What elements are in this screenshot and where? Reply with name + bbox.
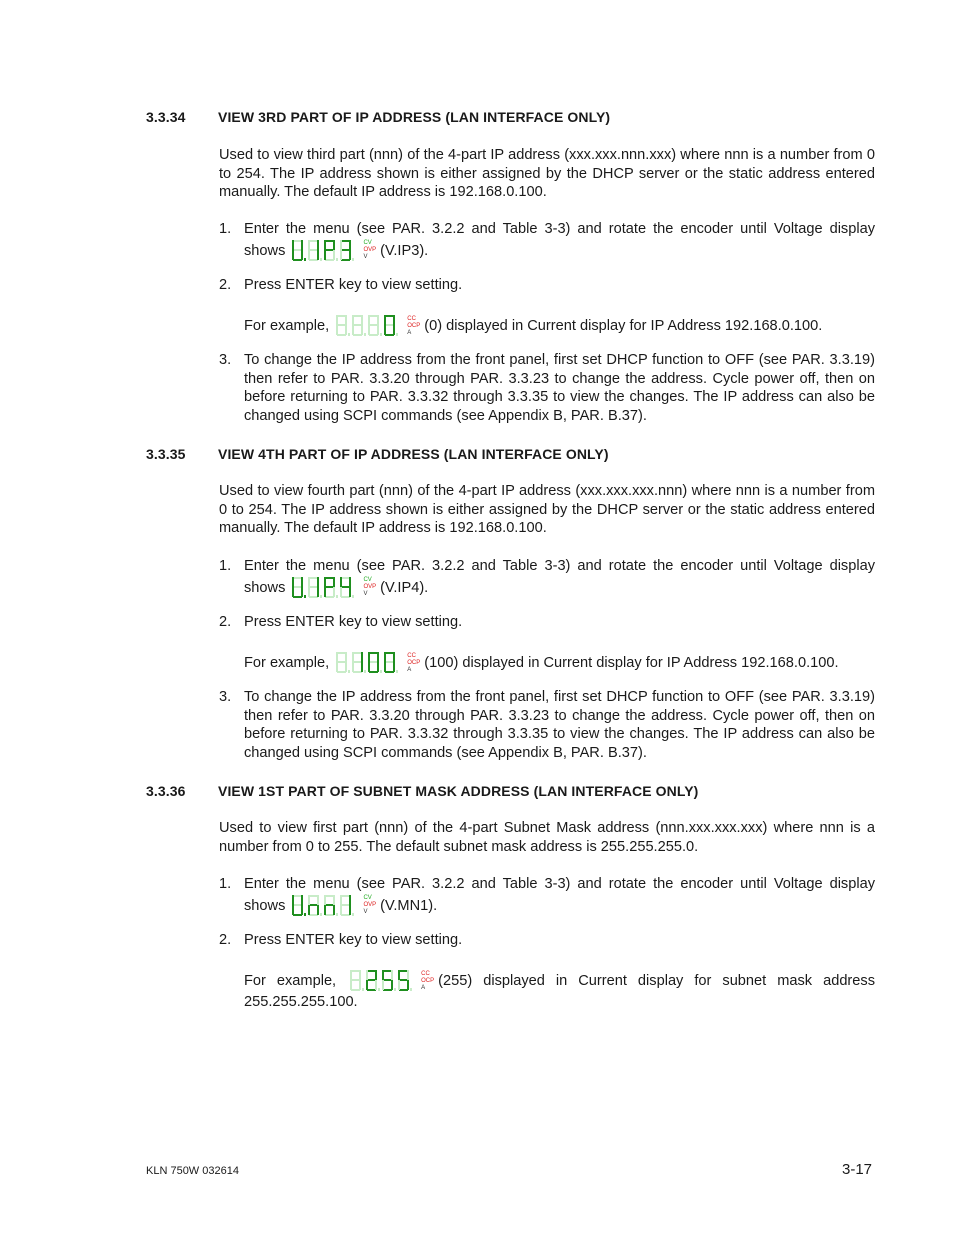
segment-b — [301, 240, 303, 250]
segment-dp — [378, 988, 380, 991]
segment-g — [383, 979, 392, 981]
segment-dp — [320, 595, 322, 598]
segment-dp — [320, 258, 322, 261]
segment-f — [292, 240, 294, 250]
segment-g — [293, 904, 302, 906]
segment-d — [325, 259, 334, 261]
segment-f — [308, 240, 310, 250]
segment-dp — [304, 258, 306, 261]
step-text: Enter the menu (see PAR. 3.2.2 and Table 3-3) and rotate the encoder until Voltage display shows — [244, 558, 875, 596]
segment-dp — [362, 988, 364, 991]
segment-dp — [352, 595, 354, 598]
segment-b — [349, 895, 351, 905]
segment-d — [293, 596, 302, 598]
step-text: To change the IP address from the front panel, first set DHCP function to OFF (see PAR. 3.3.19) then refer to PAR. 3.3.20 through PAR. 3.3.23 to change the address. Cycle power off, then on before returning to PAR. 3.3.32 through 3.3.35 to view the changes. The IP address can also be changed using SCPI commands (see Appendix B, PAR. B.37). — [244, 352, 875, 425]
segment-g — [341, 904, 350, 906]
segment-dp — [348, 333, 350, 336]
segment-f — [292, 895, 294, 905]
segment-d — [369, 671, 378, 673]
step-text-end: (V.IP3). — [380, 242, 429, 259]
step-text: Press ENTER key to view setting. — [244, 614, 463, 630]
segment-e — [384, 325, 386, 335]
segment-c — [333, 587, 335, 597]
segment-d — [353, 671, 362, 673]
segment-a — [367, 970, 376, 972]
current-indicator-icon: CC OCP A — [407, 315, 421, 336]
segment-c — [317, 905, 319, 915]
segment-c — [361, 325, 363, 335]
segment-f — [324, 577, 326, 587]
segment-d — [385, 334, 394, 336]
segment-d — [383, 989, 392, 991]
segment-dp — [336, 595, 338, 598]
segment-d — [341, 914, 350, 916]
segment-dp — [396, 333, 398, 336]
segment-f — [308, 895, 310, 905]
segment-c — [393, 325, 395, 335]
segment-e — [382, 980, 384, 990]
segment-f — [398, 970, 400, 980]
segment-b — [393, 652, 395, 662]
section-intro: Used to view fourth part (nnn) of the 4-part IP address (xxx.xxx.xxx.nnn) where nnn is a number from 0 to 254. The IP address shown is either assigned by the DHCP server or the static address entered manually. The default IP address is 192.168.0.100. — [219, 483, 875, 537]
footer-document-id: KLN 750W 032614 — [146, 1165, 239, 1177]
segment-f — [340, 240, 342, 250]
segment-e — [352, 325, 354, 335]
segment-e — [292, 587, 294, 597]
segment-dp — [348, 670, 350, 673]
segment-b — [375, 970, 377, 980]
example-prefix: For example, — [244, 654, 330, 671]
segment-b — [359, 970, 361, 980]
segment-a — [309, 577, 318, 579]
segment-dp — [410, 988, 412, 991]
step-2 — [219, 276, 875, 295]
step-text: Enter the menu (see PAR. 3.2.2 and Table 3-3) and rotate the encoder until Voltage display shows — [244, 876, 875, 914]
segment-dp — [304, 913, 306, 916]
segment-e — [308, 587, 310, 597]
segment-d — [337, 334, 346, 336]
segment-e — [398, 980, 400, 990]
section-title: VIEW 1ST PART OF SUBNET MASK ADDRESS (LAN INTERFACE ONLY) — [218, 783, 699, 799]
segment-d — [351, 989, 360, 991]
segment-a — [369, 315, 378, 317]
example-text: (0) displayed in Current display for IP Address 192.168.0.100. — [424, 317, 823, 334]
segment-dp — [394, 988, 396, 991]
segment-a — [325, 577, 334, 579]
segment-f — [336, 315, 338, 325]
segment-b — [301, 577, 303, 587]
segment-a — [383, 970, 392, 972]
step-3 — [219, 351, 875, 426]
segment-a — [325, 895, 334, 897]
segment-e — [308, 250, 310, 260]
segment-c — [349, 587, 351, 597]
current-display-100 — [334, 651, 404, 675]
segment-e — [336, 325, 338, 335]
segment-dp — [320, 913, 322, 916]
segment-b — [393, 315, 395, 325]
step-number: 2. — [219, 614, 232, 630]
segment-g — [325, 249, 334, 251]
segment-e — [336, 662, 338, 672]
segment-e — [340, 250, 342, 260]
segment-d — [325, 914, 334, 916]
segment-e — [324, 587, 326, 597]
segment-a — [353, 315, 362, 317]
example-prefix: For example, — [244, 317, 330, 334]
segment-c — [301, 587, 303, 597]
segment-f — [384, 315, 386, 325]
current-display-255 — [348, 969, 418, 993]
voltage-indicator-icon: CV OVP V — [363, 240, 377, 261]
segment-d — [399, 989, 408, 991]
segment-a — [385, 652, 394, 654]
segment-c — [345, 325, 347, 335]
step-number: 3. — [219, 689, 232, 705]
segment-d — [309, 914, 318, 916]
segment-dp — [380, 333, 382, 336]
voltage-display-vip3 — [290, 239, 360, 263]
section-number: 3.3.35 — [146, 446, 186, 462]
segment-b — [407, 970, 409, 980]
segment-c — [317, 250, 319, 260]
segment-d — [369, 334, 378, 336]
segment-c — [407, 980, 409, 990]
segment-e — [292, 905, 294, 915]
current-indicator-icon: CC OCP A — [407, 652, 421, 673]
segment-dp — [336, 258, 338, 261]
segment-d — [337, 671, 346, 673]
segment-b — [301, 895, 303, 905]
segment-dp — [304, 595, 306, 598]
segment-dp — [380, 670, 382, 673]
segment-a — [337, 315, 346, 317]
footer-page-number: 3-17 — [842, 1161, 873, 1178]
segment-b — [349, 577, 351, 587]
section-heading-3-3-36 — [146, 783, 698, 799]
step-text: Enter the menu (see PAR. 3.2.2 and Table 3-3) and rotate the encoder until Voltage display shows — [244, 221, 875, 259]
segment-a — [369, 652, 378, 654]
segment-g — [385, 324, 394, 326]
segment-f — [340, 895, 342, 905]
segment-c — [359, 980, 361, 990]
segment-e — [340, 905, 342, 915]
segment-d — [293, 914, 302, 916]
segment-e — [324, 250, 326, 260]
section-intro: Used to view first part (nnn) of the 4-part Subnet Mask address (nnn.xxx.xxx.xxx) where nnn is a number from 0 to 255. The default subnet mask address is 255.255.255.0. — [219, 820, 875, 855]
segment-b — [391, 970, 393, 980]
segment-g — [353, 661, 362, 663]
segment-g — [309, 249, 318, 251]
segment-e — [384, 662, 386, 672]
segment-g — [341, 249, 350, 251]
step-1 — [219, 557, 875, 600]
segment-g — [325, 904, 334, 906]
segment-b — [377, 315, 379, 325]
voltage-display-vip4 — [290, 576, 360, 600]
segment-e — [292, 250, 294, 260]
segment-f — [340, 577, 342, 587]
segment-d — [341, 596, 350, 598]
section-number: 3.3.36 — [146, 783, 186, 799]
step-number: 2. — [219, 277, 232, 293]
segment-a — [385, 315, 394, 317]
segment-g — [309, 586, 318, 588]
segment-f — [324, 895, 326, 905]
segment-f — [368, 315, 370, 325]
segment-c — [333, 905, 335, 915]
segment-a — [309, 240, 318, 242]
segment-e — [324, 905, 326, 915]
segment-f — [308, 577, 310, 587]
segment-a — [309, 895, 318, 897]
segment-f — [384, 652, 386, 662]
example — [244, 651, 875, 675]
segment-a — [341, 240, 350, 242]
segment-a — [399, 970, 408, 972]
segment-b — [317, 577, 319, 587]
segment-b — [377, 652, 379, 662]
voltage-indicator-icon: CV OVP V — [363, 895, 377, 916]
step-text: To change the IP address from the front panel, first set DHCP function to OFF (see PAR. 3.3.19) then refer to PAR. 3.3.20 through PAR. 3.3.23 to change the address. Cycle power off, then on before returning to PAR. 3.3.32 through 3.3.35 to view the changes. The IP address can also be changed using SCPI commands (see Appendix B, PAR. B.37). — [244, 689, 875, 762]
segment-b — [333, 240, 335, 250]
segment-f — [336, 652, 338, 662]
segment-f — [292, 577, 294, 587]
segment-g — [399, 979, 408, 981]
segment-e — [340, 587, 342, 597]
segment-a — [337, 652, 346, 654]
step-text-end: (V.IP4). — [380, 579, 429, 596]
segment-b — [361, 315, 363, 325]
section-number: 3.3.34 — [146, 109, 186, 125]
segment-dp — [364, 333, 366, 336]
section-intro: Used to view third part (nnn) of the 4-part IP address (xxx.xxx.nnn.xxx) where nnn is a number from 0 to 254. The IP address shown is either assigned by the DHCP server or the static address entered manually. The default IP address is 192.168.0.100. — [219, 147, 875, 201]
segment-g — [367, 979, 376, 981]
segment-f — [350, 970, 352, 980]
segment-b — [361, 652, 363, 662]
step-number: 1. — [219, 221, 232, 237]
step-number: 2. — [219, 932, 232, 948]
section-heading-3-3-34 — [146, 109, 610, 125]
step-text: Press ENTER key to view setting. — [244, 932, 463, 948]
segment-g — [293, 586, 302, 588]
segment-dp — [352, 913, 354, 916]
segment-g — [325, 586, 334, 588]
segment-f — [368, 652, 370, 662]
section-heading-3-3-35 — [146, 446, 609, 462]
segment-c — [375, 980, 377, 990]
segment-d — [341, 259, 350, 261]
segment-c — [317, 587, 319, 597]
step-text-end: (V.MN1). — [380, 897, 438, 914]
step-number: 1. — [219, 558, 232, 574]
segment-c — [391, 980, 393, 990]
segment-d — [385, 671, 394, 673]
segment-f — [366, 970, 368, 980]
segment-d — [309, 596, 318, 598]
example — [244, 314, 875, 338]
segment-a — [293, 895, 302, 897]
segment-b — [317, 240, 319, 250]
segment-g — [385, 661, 394, 663]
segment-g — [293, 249, 302, 251]
segment-g — [337, 661, 346, 663]
step-2 — [219, 613, 875, 632]
segment-g — [341, 586, 350, 588]
step-1 — [219, 875, 875, 918]
segment-a — [341, 895, 350, 897]
segment-a — [351, 970, 360, 972]
example — [244, 969, 875, 1012]
segment-a — [325, 240, 334, 242]
segment-c — [349, 250, 351, 260]
segment-d — [293, 259, 302, 261]
step-3 — [219, 688, 875, 763]
segment-b — [333, 577, 335, 587]
segment-e — [352, 662, 354, 672]
current-display-0 — [334, 314, 404, 338]
segment-e — [368, 325, 370, 335]
segment-f — [382, 970, 384, 980]
segment-dp — [364, 670, 366, 673]
segment-e — [366, 980, 368, 990]
example-prefix: For example, — [244, 972, 337, 989]
segment-g — [369, 324, 378, 326]
section-title: VIEW 3RD PART OF IP ADDRESS (LAN INTERFACE ONLY) — [218, 109, 611, 125]
segment-dp — [352, 258, 354, 261]
segment-c — [349, 905, 351, 915]
current-indicator-icon: CC OCP A — [421, 970, 435, 991]
segment-g — [353, 324, 362, 326]
segment-e — [368, 662, 370, 672]
segment-c — [377, 662, 379, 672]
segment-g — [309, 904, 318, 906]
segment-e — [308, 905, 310, 915]
segment-c — [393, 662, 395, 672]
segment-c — [301, 250, 303, 260]
segment-a — [353, 652, 362, 654]
segment-d — [309, 259, 318, 261]
step-number: 1. — [219, 876, 232, 892]
segment-a — [341, 577, 350, 579]
segment-d — [367, 989, 376, 991]
voltage-display-vmn1 — [290, 894, 360, 918]
segment-dp — [336, 913, 338, 916]
segment-f — [352, 315, 354, 325]
voltage-indicator-icon: CV OVP V — [363, 577, 377, 598]
example-text: (255) displayed in Current display for subnet mask address 255.255.255.100. — [244, 972, 876, 1010]
segment-b — [345, 652, 347, 662]
segment-c — [377, 325, 379, 335]
segment-c — [345, 662, 347, 672]
segment-b — [345, 315, 347, 325]
segment-g — [337, 324, 346, 326]
segment-c — [361, 662, 363, 672]
step-2 — [219, 931, 875, 950]
segment-g — [351, 979, 360, 981]
segment-c — [333, 250, 335, 260]
segment-a — [293, 577, 302, 579]
segment-e — [350, 980, 352, 990]
segment-f — [324, 240, 326, 250]
step-1 — [219, 220, 875, 263]
segment-b — [333, 895, 335, 905]
segment-g — [369, 661, 378, 663]
segment-b — [349, 240, 351, 250]
example-text: (100) displayed in Current display for IP Address 192.168.0.100. — [424, 654, 839, 671]
segment-d — [325, 596, 334, 598]
segment-a — [293, 240, 302, 242]
segment-f — [352, 652, 354, 662]
step-number: 3. — [219, 352, 232, 368]
segment-d — [353, 334, 362, 336]
segment-c — [301, 905, 303, 915]
section-title: VIEW 4TH PART OF IP ADDRESS (LAN INTERFACE ONLY) — [218, 446, 609, 462]
segment-dp — [396, 670, 398, 673]
segment-b — [317, 895, 319, 905]
step-text: Press ENTER key to view setting. — [244, 277, 463, 293]
